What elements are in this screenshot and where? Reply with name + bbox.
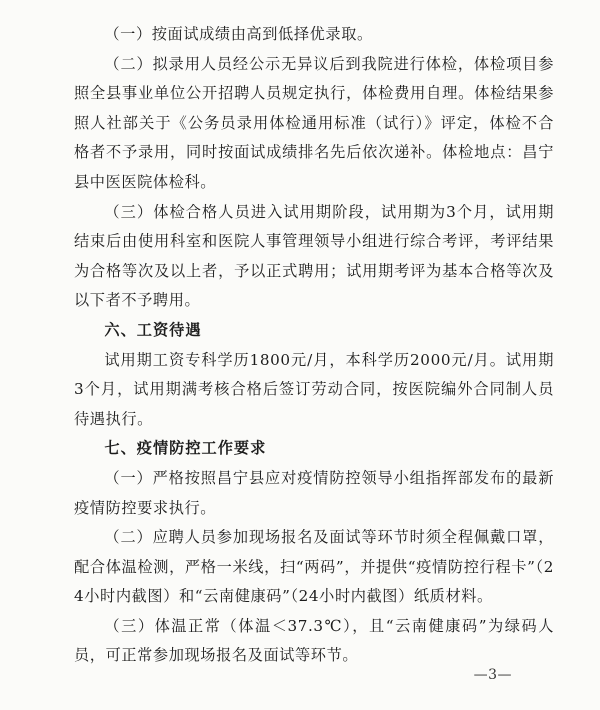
- salary-paragraph: 试用期工资专科学历1800元/月，本科学历2000元/月。试用期3个月，试用期满考核合格后签订劳动合同，按医院编外合同制人员待遇执行。: [74, 350, 554, 428]
- epidemic-clause-3: （三）体温正常（体温＜37.3℃），且“云南健康码”为绿码人员，可正常参加现场报名及面试等环节。: [74, 616, 554, 665]
- epidemic-clause-1: （一）严格按照昌宁县应对疫情防控领导小组指挥部发布的最新疫情防控要求执行。: [74, 468, 554, 517]
- clause-1-merit-admission: （一）按面试成绩由高到低择优录取。: [104, 25, 373, 43]
- clause-2-medical-exam: （二）拟录用人员经公示无异议后到我院进行体检，体检项目参照全县事业单位公开招聘人员规定执行，体检费用自理。体检结果参照人社部关于《公务员录用体检通用标准（试行）》评定，体检不合格者不予录用，同时按面试成绩排名先后依次递补。体检地点：昌宁县中医医院体检科。: [74, 54, 554, 191]
- clause-3-probation: （三）体检合格人员进入试用期阶段，试用期为3个月，试用期结束后由使用科室和医院人事管理领导小组进行综合考评，考评结果为合格等次及以上者，予以正式聘用；试用期考评为基本合格等次及以下者不予聘用。: [74, 202, 554, 310]
- section-heading-salary: 六、工资待遇: [104, 320, 202, 339]
- document-body: [74, 20, 554, 671]
- page-number: —3—: [473, 667, 512, 683]
- section-heading-epidemic: 七、疫情防控工作要求: [104, 439, 267, 458]
- epidemic-clause-2: （二）应聘人员参加现场报名及面试等环节时须全程佩戴口罩，配合体温检测，严格一米线，扫“两码”，并提供“疫情防控行程卡”（24小时内截图）和“云南健康码”（24小时内截图）纸质材料。: [74, 528, 554, 606]
